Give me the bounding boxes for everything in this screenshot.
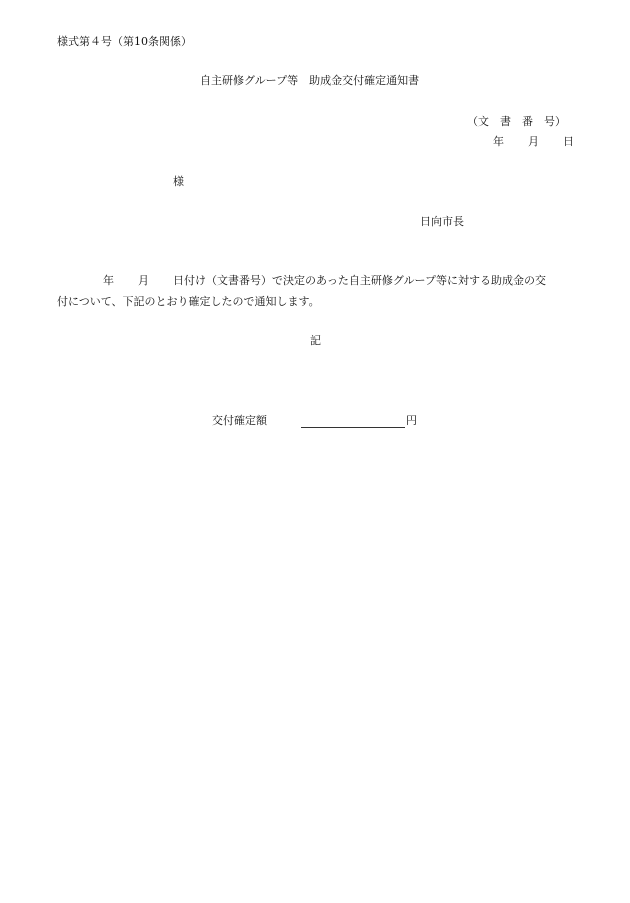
body-line-1 bbox=[103, 274, 546, 288]
sender: 日向市長 bbox=[420, 215, 464, 228]
document-number-label: （文 書 番 号） bbox=[467, 115, 566, 128]
date-month: 月 bbox=[528, 135, 539, 148]
amount-underline bbox=[301, 427, 405, 428]
amount-unit: 円 bbox=[406, 414, 417, 427]
body-line1-rest: 日付け（文書番号）で決定のあった自主研修グループ等に対する助成金の交 bbox=[173, 274, 547, 287]
date-line bbox=[493, 135, 574, 149]
body-line-2: 付について、下記のとおり確定したので通知します。 bbox=[57, 295, 320, 308]
addressee-suffix: 様 bbox=[173, 175, 184, 188]
date-day: 日 bbox=[563, 135, 574, 148]
date-year: 年 bbox=[493, 135, 504, 148]
document-title: 自主研修グループ等 助成金交付確定通知書 bbox=[200, 74, 420, 87]
body-month: 月 bbox=[138, 274, 149, 287]
amount-label: 交付確定額 bbox=[212, 414, 267, 427]
body-year: 年 bbox=[103, 274, 114, 287]
ki-heading: 記 bbox=[310, 334, 321, 347]
form-number: 様式第４号（第10条関係） bbox=[57, 35, 192, 48]
